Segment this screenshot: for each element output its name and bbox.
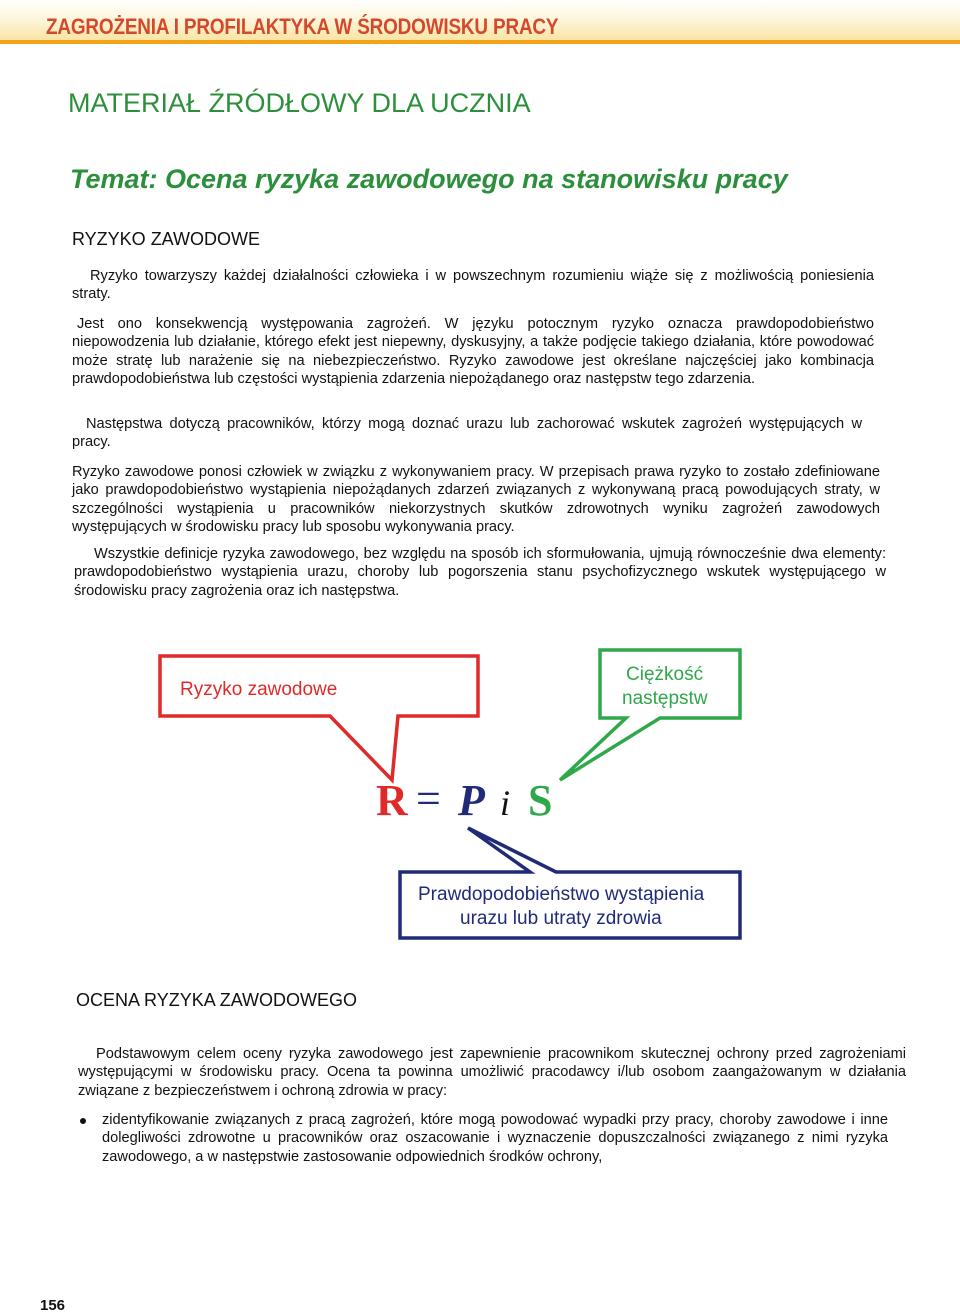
document-title: MATERIAŁ ŹRÓDŁOWY DLA UCZNIA — [68, 88, 531, 118]
formula-equals: = — [416, 774, 441, 823]
paragraph-1: Ryzyko towarzyszy każdej działalności człowieka i w powszechnym rozumieniu wiąże się z możliwością poniesienia straty. — [72, 268, 874, 303]
header-divider — [0, 40, 960, 44]
page-number: 156 — [40, 1297, 66, 1314]
paragraph-4: Ryzyko zawodowe ponosi człowiek w związku z wykonywaniem pracy. W przepisach prawa ryzyko to zostało zdefiniowane jako prawdopodobieństwo wystąpienia niepożądanych zdarzeń związanych z wykonywaną pracą powodujących straty, w szczególności wystąpienia u pracowników niekorzystnych skutków zdrowotnych wyniku zagrożeń zawodowych występujących w środowisku pracy lub sposobu wykonywania pracy. — [72, 464, 880, 535]
formula-p: P — [458, 776, 485, 825]
severity-label-line2: następstw — [622, 688, 708, 709]
bullet-item-1: zidentyfikowanie związanych z pracą zagrożeń, które mogą powodować wypadki przy pracy, choroby zawodowe i inne dolegliwości zdrowotne u pracowników oraz oszacowanie i wyznaczenie dopuszczalności związanego z nimi ryzyka zawodowego, a w następstwie zastosowanie odpowiednich środków ochrony, — [102, 1112, 888, 1165]
paragraph-5: Wszystkie definicje ryzyka zawodowego, bez względu na sposób ich sformułowania, ujmują równocześnie dwa elementy: prawdopodobieństwo wystąpienia urazu, choroby lub pogorszenia stanu psychofizycznego wskutek występującego w środowisku pracy zagrożenia oraz ich następstwa. — [74, 546, 886, 599]
section-heading-risk-assessment: OCENA RYZYKA ZAWODOWEGO — [76, 990, 358, 1010]
probability-label-line2: urazu lub utraty zdrowia — [460, 908, 662, 929]
formula-s: S — [528, 776, 553, 825]
bullet-marker — [80, 1118, 86, 1124]
risk-formula-diagram — [0, 630, 960, 950]
risk-callout-box — [160, 656, 478, 780]
formula-r: R — [376, 776, 408, 825]
topic-title: Temat: Ocena ryzyka zawodowego na stanowisku pracy — [70, 164, 788, 194]
severity-label-line1: Ciężkość — [626, 664, 704, 685]
risk-callout-label: Ryzyko zawodowe — [180, 679, 338, 700]
running-title: ZAGROŻENIA I PROFILAKTYKA W ŚRODOWISKU PRACY — [46, 14, 559, 39]
formula-i: i — [500, 783, 511, 823]
section-heading-occupational-risk: RYZYKO ZAWODOWE — [72, 229, 261, 249]
paragraph-2: Jest ono konsekwencją występowania zagrożeń. W języku potocznym ryzyko oznacza prawdopodobieństwo niepowodzenia lub działanie, którego efekt jest niepewny, dyskusyjny, a także podjęcie takiego działania, które powodować może stratę lub narażenie się na niebezpieczeństwo. Ryzyko zawodowe jest określane najczęściej jako kombinacja prawdopodobieństwa lub częstości wystąpienia zdarzenia niepożądanego oraz następstw tego zdarzenia. — [72, 316, 874, 387]
probability-label-line1: Prawdopodobieństwo wystąpienia — [418, 884, 705, 905]
paragraph-3: Następstwa dotyczą pracowników, którzy mogą doznać urazu lub zachorować wskutek zagrożeń występujących w pracy. — [72, 416, 862, 451]
assessment-paragraph: Podstawowym celem oceny ryzyka zawodowego jest zapewnienie pracownikom skutecznej ochrony przed zagrożeniami występującymi w środowisku pracy. Ocena ta powinna umożliwić pracodawcy i/lub osobom zaangażowanym w działania związane z bezpieczeństwem i ochroną zdrowia w pracy: — [78, 1046, 906, 1099]
